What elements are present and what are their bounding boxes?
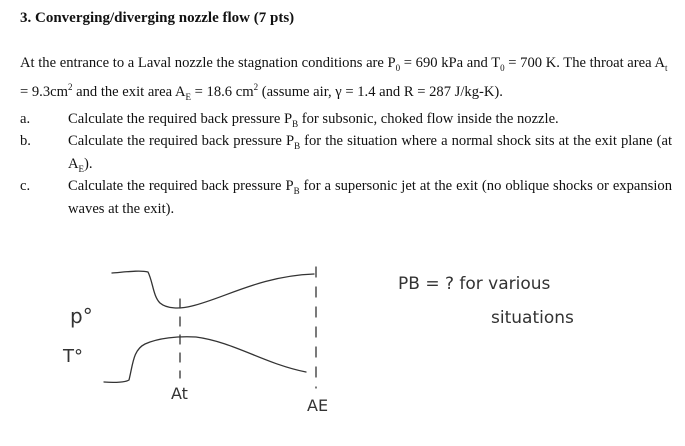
problem-intro: At the entrance to a Laval nozzle the stagnation conditions are $P_0 = 690$ kPa and $T_0 = 700$ K. The throat area $A_t = 9.3cm^2$ and the exit area $A_E = 18.6$ $cm^2$ (assume air, γ = 1.4 and R = 287 J/kg-K). bbox=[20, 55, 668, 102]
back-pressure-note-line1: PB = ? for various bbox=[398, 274, 551, 294]
nozzle-lower-wall bbox=[104, 337, 306, 383]
nozzle-upper-wall bbox=[112, 271, 314, 308]
exit-area-label: AE bbox=[307, 396, 329, 415]
throat-area-label: At bbox=[171, 384, 188, 403]
question-label: a. bbox=[20, 111, 31, 127]
question-label: b. bbox=[20, 133, 31, 150]
question-text: Calculate the required back pressure $P_B$ for subsonic, choked flow inside the nozzle. bbox=[68, 111, 559, 129]
p0-label: p° bbox=[70, 304, 93, 328]
question-text: Calculate the required back pressure $P_B$ for a supersonic jet at the exit (no oblique shocks or expansion waves at the exit). bbox=[68, 178, 672, 217]
question-label: c. bbox=[20, 178, 31, 195]
back-pressure-note-line2: situations bbox=[491, 308, 574, 328]
question-text: Calculate the required back pressure $P_B$ for the situation where a normal shock sits at the exit plane (at $A_E$). bbox=[68, 133, 673, 174]
problem-title: 3. Converging/diverging nozzle flow (7 pts) bbox=[20, 10, 295, 26]
t0-label: T° bbox=[63, 346, 83, 367]
